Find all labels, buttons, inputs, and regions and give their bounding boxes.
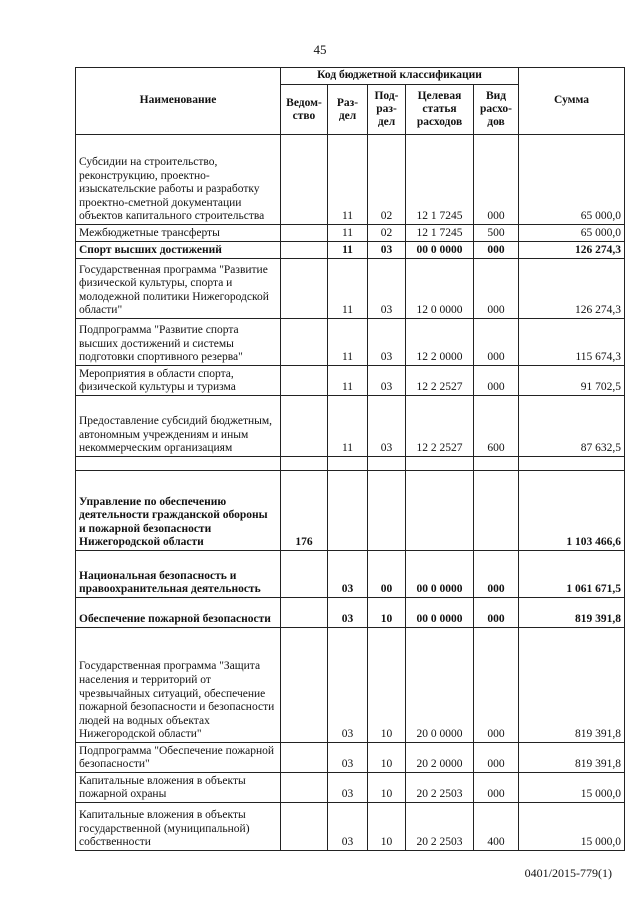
table-row: [76, 803, 625, 851]
cell-razdel: 03: [328, 773, 368, 803]
cell-podrazdel: 02: [368, 225, 406, 242]
cell-sum: 115 674,3: [519, 319, 625, 366]
cell-target: 12 2 0000: [406, 319, 474, 366]
cell-target: 20 2 2503: [406, 773, 474, 803]
cell-vedomstvo: [281, 225, 328, 242]
cell-vedomstvo: [281, 242, 328, 259]
cell-vedomstvo: [281, 396, 328, 457]
cell-sum: 819 391,8: [519, 628, 625, 743]
cell-razdel: 11: [328, 366, 368, 396]
cell-razdel: 11: [328, 259, 368, 319]
table-row: [76, 242, 625, 259]
cell-name: Обеспечение пожарной безопасности: [76, 598, 281, 628]
cell-sum: 65 000,0: [519, 225, 625, 242]
cell-target: 20 2 2503: [406, 803, 474, 851]
table-row: [76, 366, 625, 396]
cell-target: 12 2 2527: [406, 366, 474, 396]
cell-podrazdel: 10: [368, 628, 406, 743]
cell-target: 20 0 0000: [406, 628, 474, 743]
cell-vid: 000: [474, 319, 519, 366]
cell-vedomstvo: [281, 319, 328, 366]
header-sum: Сумма: [519, 68, 625, 135]
cell-name: Национальная безопасность и правоохранительная деятельность: [76, 551, 281, 598]
cell-vedomstvo: [281, 259, 328, 319]
table-row: [76, 319, 625, 366]
cell-podrazdel: 10: [368, 803, 406, 851]
page-number: 45: [313, 42, 327, 57]
cell-name: [76, 457, 281, 471]
cell-target: 00 0 0000: [406, 551, 474, 598]
budget-table: [75, 67, 625, 851]
cell-vid: 000: [474, 773, 519, 803]
cell-sum: 1 061 671,5: [519, 551, 625, 598]
cell-podrazdel: 03: [368, 242, 406, 259]
cell-target: 20 2 0000: [406, 743, 474, 773]
cell-vid: 600: [474, 396, 519, 457]
cell-vedomstvo: [281, 551, 328, 598]
cell-podrazdel: 00: [368, 551, 406, 598]
table-row: [76, 773, 625, 803]
cell-name: Предоставление субсидий бюджетным, автономным учреждениям и иным некоммерческим организациям: [76, 396, 281, 457]
cell-vedomstvo: [281, 743, 328, 773]
cell-podrazdel: 03: [368, 319, 406, 366]
cell-vid: 000: [474, 598, 519, 628]
cell-sum: 87 632,5: [519, 396, 625, 457]
cell-target: 00 0 0000: [406, 598, 474, 628]
cell-sum: 65 000,0: [519, 135, 625, 225]
cell-podrazdel: 03: [368, 259, 406, 319]
header-name: Наименование: [76, 68, 281, 135]
cell-name: Государственная программа "Защита населения и территорий от чрезвычайных ситуаций, обеспечение пожарной безопасности и безопасности людей на водных объектах Нижегородской области": [76, 628, 281, 743]
cell-vedomstvo: [281, 366, 328, 396]
cell-vid: 000: [474, 551, 519, 598]
cell-razdel: 11: [328, 225, 368, 242]
cell-razdel: 11: [328, 319, 368, 366]
header-vedomstvo: Ведом-ство: [281, 85, 328, 135]
cell-podrazdel: [368, 471, 406, 551]
table-row: [76, 743, 625, 773]
table-row: [76, 259, 625, 319]
cell-vedomstvo: 176: [281, 471, 328, 551]
cell-sum: [519, 457, 625, 471]
cell-vid: 500: [474, 225, 519, 242]
cell-podrazdel: 10: [368, 773, 406, 803]
cell-razdel: [328, 471, 368, 551]
cell-sum: 819 391,8: [519, 743, 625, 773]
header-vid: Вид расхо-дов: [474, 85, 519, 135]
cell-podrazdel: 02: [368, 135, 406, 225]
cell-vid: 000: [474, 628, 519, 743]
cell-vedomstvo: [281, 628, 328, 743]
cell-vid: 000: [474, 743, 519, 773]
cell-vid: 000: [474, 259, 519, 319]
cell-name: Межбюджетные трансферты: [76, 225, 281, 242]
cell-sum: 15 000,0: [519, 773, 625, 803]
cell-vid: 000: [474, 135, 519, 225]
cell-razdel: 03: [328, 628, 368, 743]
cell-sum: 126 274,3: [519, 259, 625, 319]
cell-name: Капитальные вложения в объекты государственной (муниципальной) собственности: [76, 803, 281, 851]
document-code: 0401/2015-779(1): [524, 866, 612, 880]
cell-podrazdel: 03: [368, 366, 406, 396]
cell-target: 12 2 2527: [406, 396, 474, 457]
cell-sum: 91 702,5: [519, 366, 625, 396]
cell-name: Подпрограмма "Обеспечение пожарной безопасности": [76, 743, 281, 773]
cell-name: Подпрограмма "Развитие спорта высших достижений и системы подготовки спортивного резерва": [76, 319, 281, 366]
cell-vid: [474, 471, 519, 551]
cell-target: 12 0 0000: [406, 259, 474, 319]
cell-podrazdel: 10: [368, 598, 406, 628]
header-target: Целевая статья расходов: [406, 85, 474, 135]
cell-target: 12 1 7245: [406, 135, 474, 225]
cell-name: Государственная программа "Развитие физической культуры, спорта и молодежной политики Нижегородской области": [76, 259, 281, 319]
cell-target: 12 1 7245: [406, 225, 474, 242]
table-row: [76, 457, 625, 471]
cell-name: Спорт высших достижений: [76, 242, 281, 259]
cell-podrazdel: [368, 457, 406, 471]
table-row: [76, 225, 625, 242]
cell-razdel: 11: [328, 242, 368, 259]
table-row: [76, 598, 625, 628]
cell-razdel: 11: [328, 396, 368, 457]
cell-razdel: 03: [328, 598, 368, 628]
header-razdel: Раз-дел: [328, 85, 368, 135]
cell-vedomstvo: [281, 773, 328, 803]
cell-razdel: 03: [328, 803, 368, 851]
cell-target: [406, 471, 474, 551]
table-row: [76, 628, 625, 743]
cell-vedomstvo: [281, 803, 328, 851]
header-podrazdel: Под-раз-дел: [368, 85, 406, 135]
cell-sum: 126 274,3: [519, 242, 625, 259]
table-row: [76, 551, 625, 598]
cell-name: Капитальные вложения в объекты пожарной охраны: [76, 773, 281, 803]
cell-sum: 1 103 466,6: [519, 471, 625, 551]
cell-vid: 000: [474, 242, 519, 259]
cell-vid: 400: [474, 803, 519, 851]
cell-sum: 819 391,8: [519, 598, 625, 628]
table-body: [76, 135, 625, 851]
cell-vedomstvo: [281, 457, 328, 471]
cell-vid: 000: [474, 366, 519, 396]
cell-razdel: 03: [328, 743, 368, 773]
cell-vedomstvo: [281, 135, 328, 225]
cell-name: Управление по обеспечению деятельности гражданской обороны и пожарной безопасности Нижегородской области: [76, 471, 281, 551]
cell-sum: 15 000,0: [519, 803, 625, 851]
cell-target: 00 0 0000: [406, 242, 474, 259]
cell-name: Мероприятия в области спорта, физической культуры и туризма: [76, 366, 281, 396]
table-row: [76, 471, 625, 551]
table-row: [76, 135, 625, 225]
cell-razdel: 11: [328, 135, 368, 225]
cell-podrazdel: 10: [368, 743, 406, 773]
cell-name: Субсидии на строительство, реконструкцию, проектно-изыскательские работы и разработку проектно-сметной документации объектов капитального строительства: [76, 135, 281, 225]
cell-razdel: 03: [328, 551, 368, 598]
cell-target: [406, 457, 474, 471]
table-row: [76, 396, 625, 457]
header-code-group: Код бюджетной классификации: [281, 68, 519, 85]
cell-vid: [474, 457, 519, 471]
cell-razdel: [328, 457, 368, 471]
cell-vedomstvo: [281, 598, 328, 628]
cell-podrazdel: 03: [368, 396, 406, 457]
